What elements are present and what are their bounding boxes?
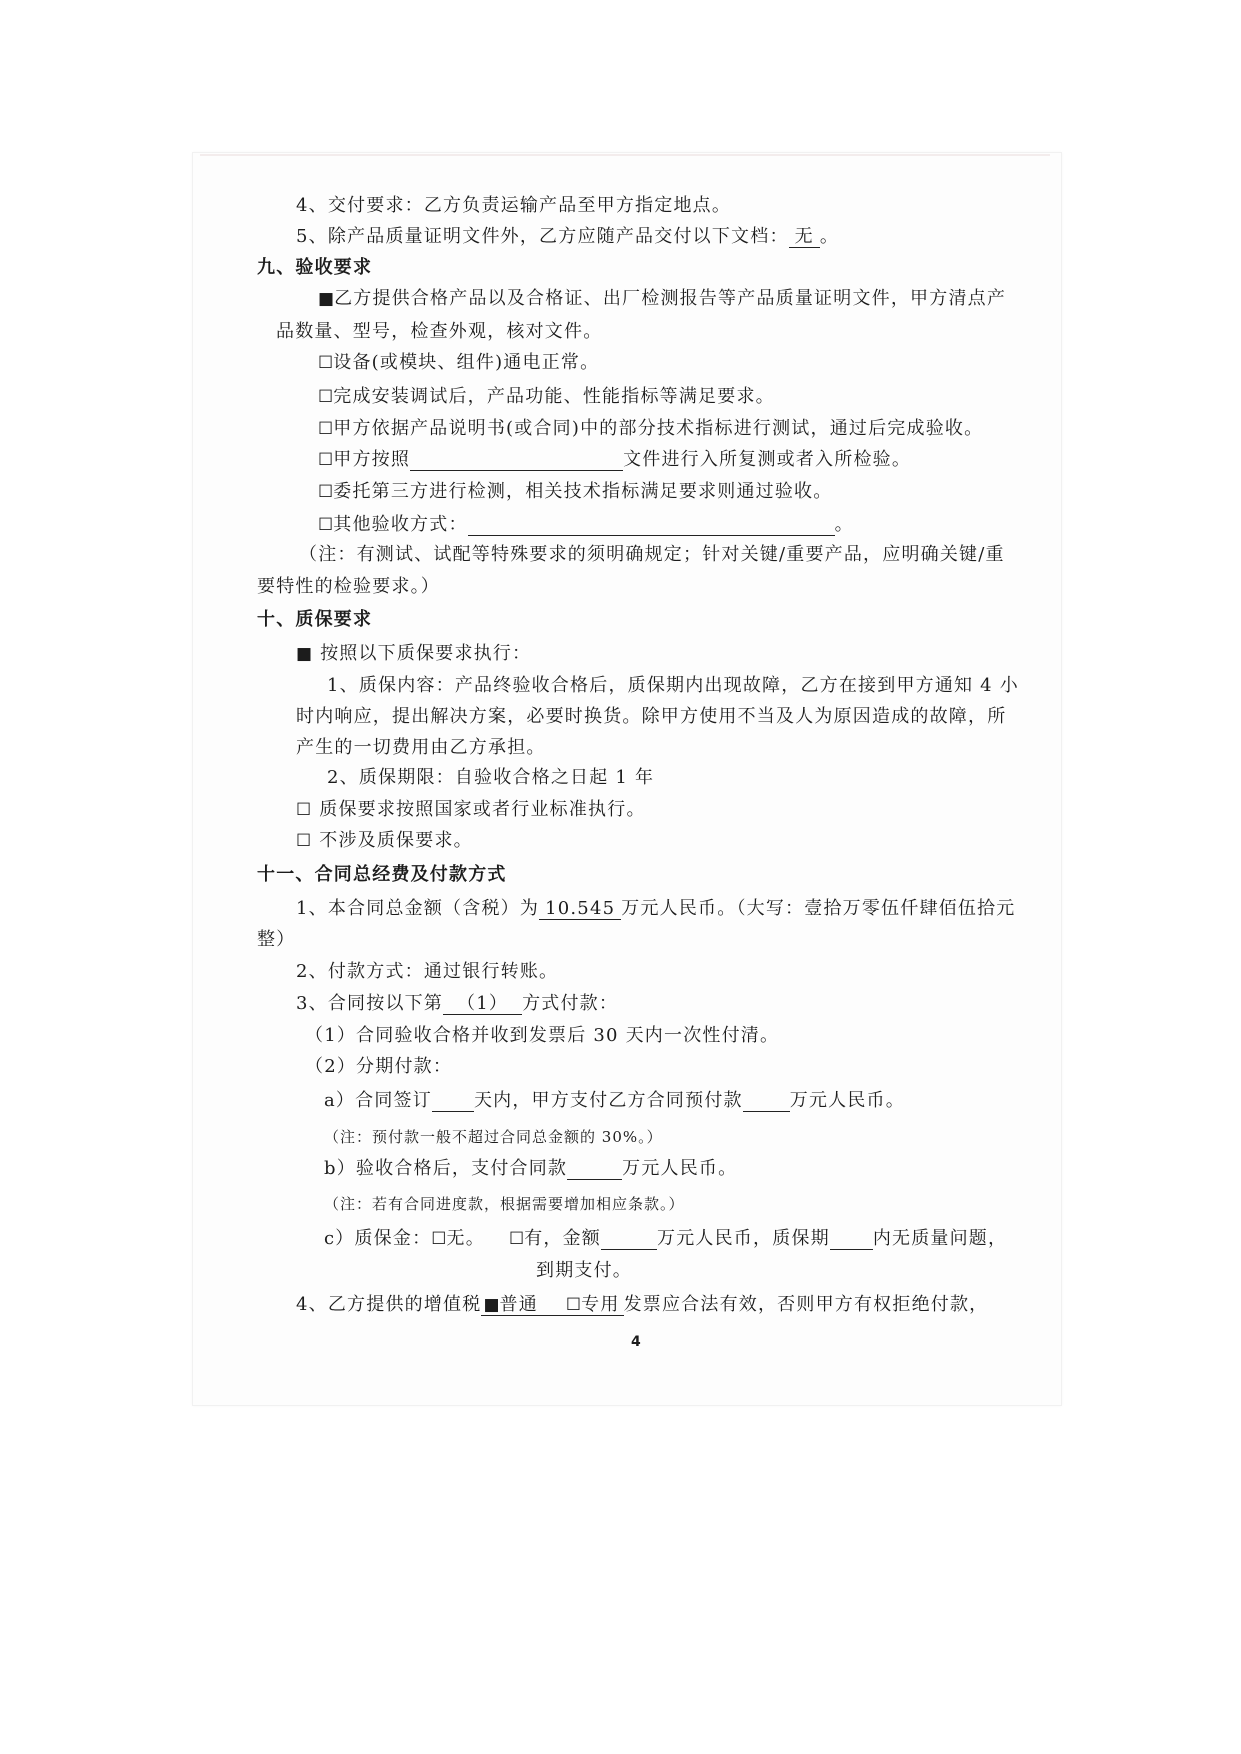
empty-checkbox-icon: ☐	[318, 387, 334, 407]
installment-c-continued: 到期支付。	[536, 1260, 632, 1281]
payment-total	[296, 897, 1015, 921]
empty-checkbox-icon: ☐	[318, 515, 334, 535]
empty-checkbox-icon: ☐	[318, 482, 334, 502]
warranty-option-standard-text: 质保要求按照国家或者行业标准执行。	[319, 799, 646, 820]
page-top-edge	[200, 154, 1050, 156]
acceptance-option-7-text: 其他验收方式：	[333, 514, 468, 535]
installment-a-text-3: 万元人民币。	[789, 1090, 905, 1111]
payment-mode-field: （1）	[443, 994, 522, 1015]
blank-field	[468, 515, 835, 536]
empty-checkbox-icon: ☐	[565, 1295, 582, 1315]
page-number: 4	[631, 1334, 641, 1350]
installment-a	[324, 1089, 905, 1113]
acceptance-option-7-end: 。	[834, 514, 854, 535]
payment-heading: 十一、合同总经费及付款方式	[257, 864, 507, 885]
acceptance-heading: 九、验收要求	[257, 257, 373, 278]
empty-checkbox-icon: ☐	[318, 353, 334, 373]
retention-none-text: 无。	[446, 1228, 485, 1249]
installment-b-text: b）验收合格后，支付合同款	[324, 1158, 568, 1179]
installment-a-note: （注：预付款一般不超过合同总金额的 30%。）	[324, 1128, 663, 1146]
empty-checkbox-icon: ☐	[318, 419, 334, 439]
total-amount-field: 10.545	[539, 899, 621, 920]
payment-mode-text: 3、合同按以下第	[296, 993, 444, 1014]
acceptance-option-1	[318, 287, 1006, 311]
acceptance-option-5-end: 文件进行入所复测或者入所检验。	[623, 449, 912, 470]
payment-vat	[296, 1293, 988, 1317]
installment-a-text: a）合同签订	[324, 1090, 432, 1111]
checked-checkbox-icon: ■	[483, 1295, 500, 1315]
payment-mode	[296, 992, 618, 1016]
acceptance-option-2	[318, 351, 599, 375]
acceptance-option-1-text: 乙方提供合格产品以及合格证、出厂检测报告等产品质量证明文件，甲方清点产	[334, 288, 1007, 309]
payment-vat-text: 4、乙方提供的增值税	[296, 1294, 482, 1315]
installment-b-note: （注：若有合同进度款，根据需要增加相应条款。）	[324, 1195, 685, 1213]
installment-c	[324, 1227, 1007, 1251]
acceptance-option-6	[318, 480, 832, 504]
acceptance-option-2-text: 设备(或模块、组件)通电正常。	[333, 352, 600, 373]
acceptance-option-7	[318, 513, 854, 537]
empty-checkbox-icon: ☐	[296, 831, 312, 851]
warranty-option-none	[296, 829, 473, 853]
warranty-option-none-text: 不涉及质保要求。	[319, 830, 473, 851]
empty-checkbox-icon: ☐	[296, 800, 312, 820]
installment-c-text-2: 万元人民币，质保期	[657, 1228, 830, 1249]
invoice-type-field	[481, 1295, 623, 1316]
payment-mode-text-end: 方式付款：	[522, 993, 619, 1014]
blank-field	[432, 1091, 474, 1112]
payment-total-text-end: 万元人民币。（大写：壹拾万零伍仟肆佰伍拾元	[621, 898, 1016, 919]
warranty-option-follow-text: 按照以下质保要求执行：	[320, 643, 532, 664]
blank-field	[410, 450, 623, 471]
acceptance-note-continued: 要特性的检验要求。）	[257, 576, 440, 597]
empty-checkbox-icon: ☐	[508, 1229, 525, 1249]
empty-checkbox-icon: ☐	[431, 1229, 447, 1249]
retention-yes-text: 有，金额	[524, 1228, 601, 1249]
payment-total-text: 1、本合同总金额（含税）为	[296, 898, 540, 919]
blank-field	[743, 1091, 790, 1112]
blank-field	[601, 1229, 657, 1250]
acceptance-option-5-text: 甲方按照	[333, 449, 411, 470]
empty-checkbox-icon: ☐	[318, 450, 334, 470]
invoice-type-normal: 普通	[499, 1294, 538, 1315]
acceptance-option-4	[318, 417, 983, 441]
delivery-item-5	[296, 225, 839, 249]
checked-checkbox-icon: ■	[318, 289, 335, 309]
acceptance-option-1-continued: 品数量、型号，检查外观，核对文件。	[276, 321, 603, 342]
payment-method: 2、付款方式：通过银行转账。	[296, 961, 559, 982]
installment-b-text-2: 万元人民币。	[622, 1158, 738, 1179]
warranty-option-follow	[296, 642, 531, 666]
blank-field	[830, 1229, 873, 1250]
warranty-content-end: 产生的一切费用由乙方承担。	[296, 737, 546, 758]
acceptance-option-3	[318, 385, 775, 409]
warranty-option-standard	[296, 798, 646, 822]
invoice-type-special: 专用	[581, 1294, 620, 1315]
payment-total-continued: 整）	[257, 929, 296, 950]
acceptance-note: （注：有测试、试配等特殊要求的须明确规定；针对关键/重要产品，应明确关键/重	[299, 544, 1005, 565]
delivery-item-4: 4、交付要求：乙方负责运输产品至甲方指定地点。	[296, 195, 732, 216]
installment-c-text-3: 内无质量问题，	[872, 1228, 1008, 1249]
payment-mode-2: （2）分期付款：	[305, 1056, 453, 1077]
acceptance-option-5	[318, 448, 911, 472]
warranty-period: 2、质保期限：自验收合格之日起 1 年	[327, 767, 655, 788]
delivery-item-5-end: 。	[819, 226, 840, 247]
payment-mode-1: （1）合同验收合格并收到发票后 30 天内一次性付清。	[305, 1025, 780, 1046]
acceptance-option-4-text: 甲方依据产品说明书(或合同)中的部分技术指标进行测试，通过后完成验收。	[333, 418, 984, 439]
delivery-item-5-text: 5、除产品质量证明文件外，乙方应随产品交付以下文档：	[296, 226, 789, 247]
warranty-content-continued: 时内响应，提出解决方案，必要时换货。除甲方使用不当及人为原因造成的故障，所	[296, 706, 1007, 727]
acceptance-option-3-text: 完成安装调试后，产品功能、性能指标等满足要求。	[333, 386, 775, 407]
installment-c-label: c）质保金：	[324, 1228, 432, 1249]
documents-field: 无	[789, 227, 820, 248]
payment-vat-text-end: 发票应合法有效，否则甲方有权拒绝付款，	[623, 1294, 989, 1315]
installment-a-text-2: 天内，甲方支付乙方合同预付款	[473, 1090, 743, 1111]
checked-checkbox-icon: ■	[296, 644, 313, 664]
blank-field	[567, 1159, 622, 1180]
warranty-content: 1、质保内容：产品终验收合格后，质保期内出现故障，乙方在接到甲方通知 4 小	[327, 675, 1019, 696]
installment-b	[324, 1157, 737, 1181]
acceptance-option-6-text: 委托第三方进行检测，相关技术指标满足要求则通过验收。	[333, 481, 833, 502]
warranty-heading: 十、质保要求	[257, 609, 373, 630]
